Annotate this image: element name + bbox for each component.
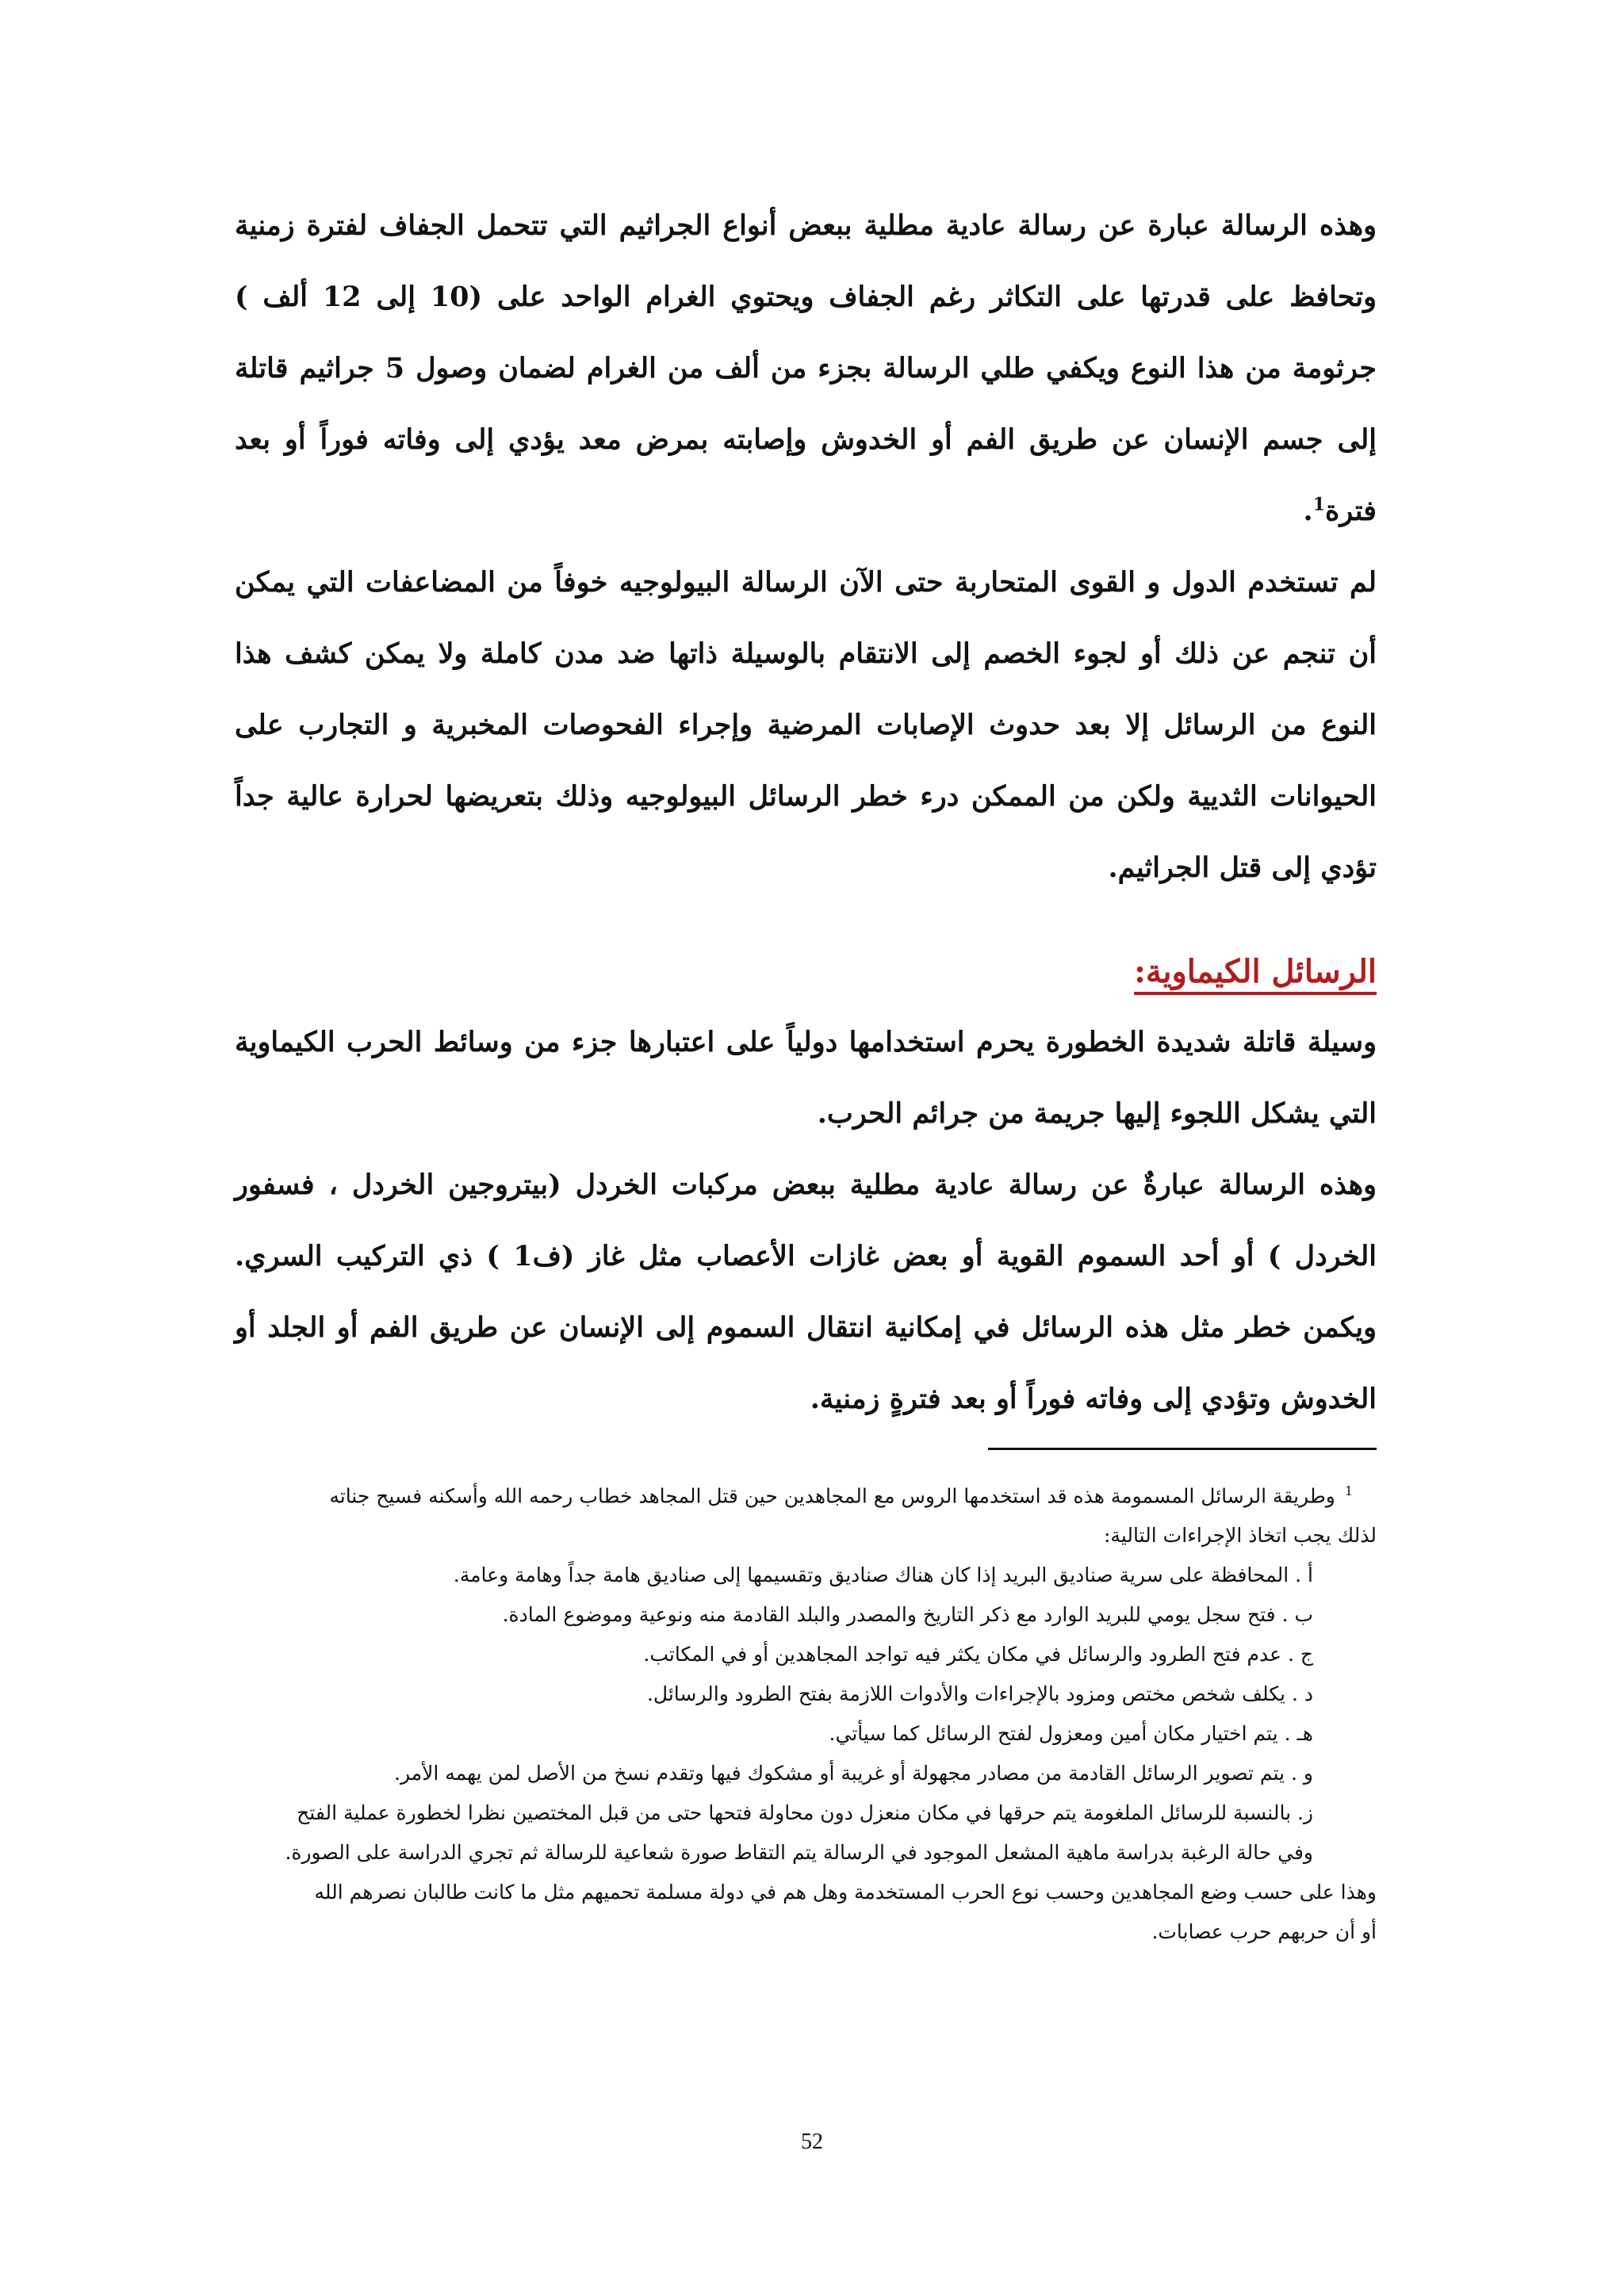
paragraph-end: . [1303,495,1313,527]
footnote-line: وهذا على حسب وضع المجاهدين وحسب نوع الحرب المستخدمة وهل هم في دولة مسلمة تحميهم مثل ما كانت طالبان نصرهم الله [314,1881,1377,1904]
footnote-marker: 1 [1344,1483,1353,1498]
footnote-list-item: د . يكلف شخص مختص ومزود بالإجراءات والأدوات اللازمة بفتح الطرود والرسائل. [646,1682,1313,1706]
footnotes [235,1471,1377,1952]
page-number: 52 [801,2130,823,2154]
paragraph-text: وهذه الرسالة عبارة عن رسالة عادية مطلية ببعض أنواع الجراثيم التي تتحمل الجفاف لفترة زمنية وتحافظ على قدرتها على التكاثر رغم الجفاف ويحتوي الغرام الواحد على (10 إلى 12 ألف ) جرثومة من هذا النوع ويكفي طلي الرسالة بجزء من ألف من الغرام لضمان وصول 5 جراثيم قاتلة إلى جسم الإنسان عن طريق الفم أو الخدوش وإصابته بمرض معد يؤدي إلى وفاته فوراً أو بعد فترة [235,209,1377,527]
paragraph-biological-letter [235,190,1377,547]
footnote-separator [988,1448,1377,1450]
footnote-line: أو أن حربهم حرب عصابات. [1151,1920,1377,1944]
section-heading-chemical-letters: الرسائل الكيماوية: [1134,953,1377,990]
footnote-reference[interactable]: 1 [1312,494,1326,515]
paragraph-chemical-definition: وسيلة قاتلة شديدة الخطورة يحرم استخدامها دولياً على اعتبارها جزء من وسائط الحرب الكيماوية التي يشكل اللجوء إليها جريمة من جرائم الحرب. [235,1026,1377,1130]
footnote-line: $^1$وطريقة الرسائل المسمومة هذه قد استخدمها الروس مع المجاهدين حين قتل المجاهد خطاب رحمه الله وأسكنه فسيح جناته [329,1483,1353,1508]
paragraph-biological-detection: لم تستخدم الدول و القوى المتحاربة حتى الآن الرسالة البيولوجيه خوفاً من المضاعفات التي يمكن أن تنجم عن ذلك أو لجوء الخصم إلى الانتقام بالوسيلة ذاتها ضد مدن كاملة ولا يمكن كشف هذا النوع من الرسائل إلا بعد حدوث الإصابات المرضية وإجراء الفحوصات المخبرية و التجارب على الحيوانات الثديية ولكن من الممكن درء خطر الرسائل البيولوجيه وذلك بتعريضها لحرارة عالية جداً تؤدي إلى قتل الجراثيم. [235,566,1377,884]
footnote-line: وفي حالة الرغبة بدراسة ماهية المشعل الموجود في الرسالة يتم التقاط صورة شعاعية للرسالة ثم تجري الدراسة على الصورة. [285,1841,1313,1865]
footnote-list-item: أ . المحافظة على سرية صناديق البريد إذا كان هناك صناديق وتقسيمها إلى صناديق هامة جداً وهامة وعامة. [453,1563,1313,1587]
footnote-list-item: ز. بالنسبة للرسائل الملغومة يتم حرقها في مكان منعزل دون محاولة فتحها حتى من قبل المختصين نظرا لخطورة عملية الفتح [297,1801,1313,1825]
paragraph-chemical-letter: وهذه الرسالة عبارةٌ عن رسالة عادية مطلية ببعض مركبات الخردل (بيتروجين الخردل ، فسفور الخردل ) أو أحد السموم القوية أو بعض غازات الأعصاب مثل غاز (ف1 ) ذي التركيب السري. ويكمن خطر مثل هذه الرسائل في إمكانية انتقال السموم إلى الإنسان عن طريق الفم أو الجلد أو الخدوش وتؤدي إلى وفاته فوراً أو بعد فترةٍ زمنية. [235,1169,1377,1415]
footnote-line: لذلك يجب اتخاذ الإجراءات التالية: [1104,1524,1377,1548]
footnote-list-item: ج . عدم فتح الطرود والرسائل في مكان يكثر فيه تواجد المجاهدين أو في المكاتب. [643,1643,1313,1667]
footnote-list-item: و . يتم تصوير الرسائل القادمة من مصادر مجهولة أو غريبة أو مشكوك فيها وتقدم نسخ من الأصل لمن يهمه الأمر. [394,1762,1313,1785]
footnote-list-item: ب . فتح سجل يومي للبريد الوارد مع ذكر التاريخ والمصدر والبلد القادمة منه ونوعية وموضوع المادة. [502,1603,1313,1627]
footnote-list-item: هـ . يتم اختيار مكان أمين ومعزول لفتح الرسائل كما سيأتي. [829,1722,1313,1746]
